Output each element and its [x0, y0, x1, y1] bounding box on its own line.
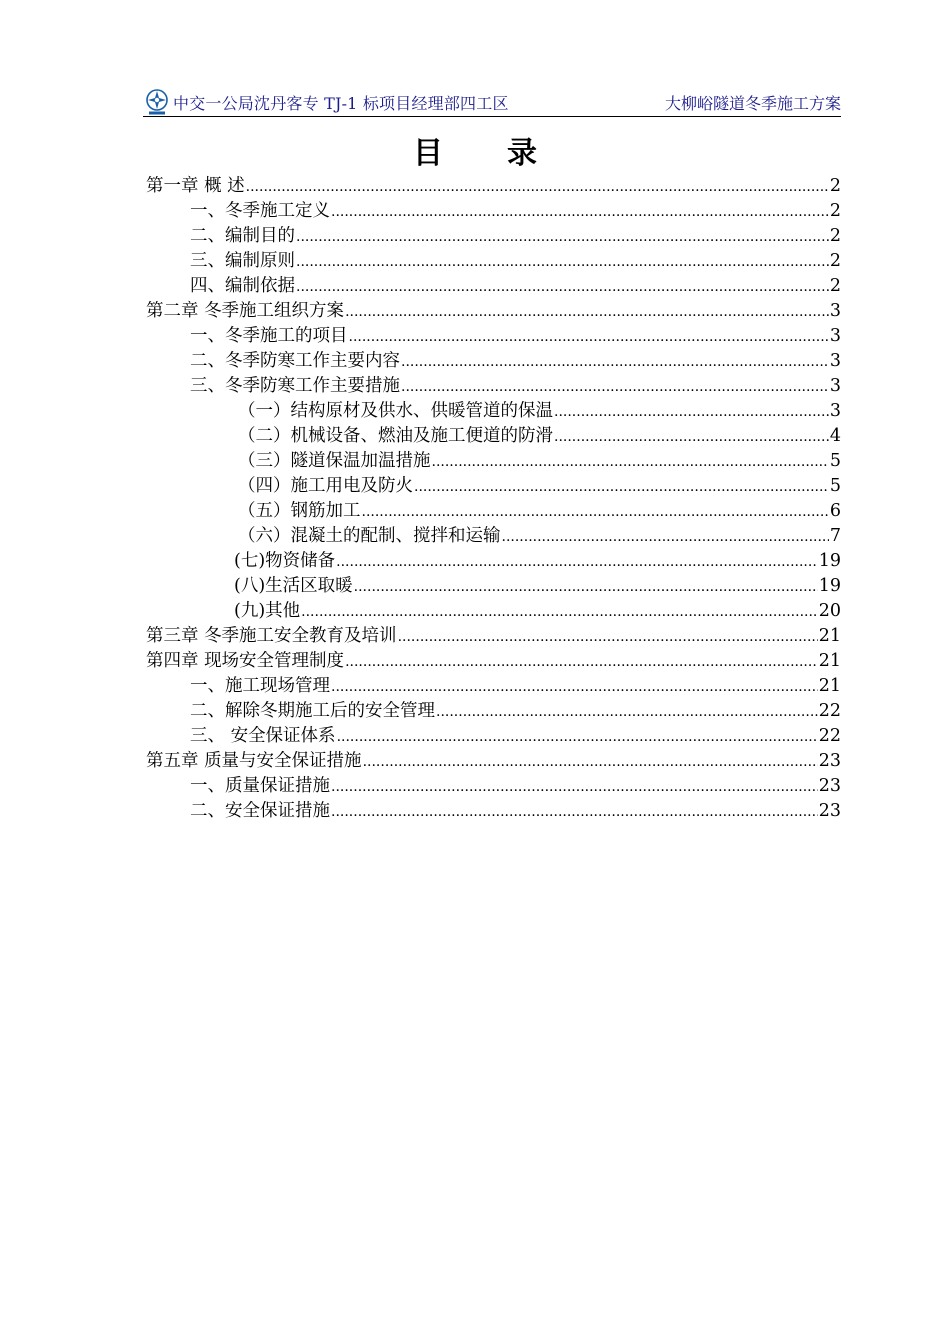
toc-entry-label: （一）结构原材及供水、供暖管道的保温 — [238, 401, 553, 421]
toc-entry-page: 4 — [829, 426, 841, 446]
page-title: 目录 — [413, 136, 601, 171]
toc-entry[interactable] — [146, 424, 841, 449]
toc-leader-dots — [301, 599, 818, 625]
toc-entry-label: （五）钢筋加工 — [238, 501, 361, 521]
toc-leader-dots — [401, 349, 829, 375]
toc-entry-label: 第一章 概 述 — [146, 176, 245, 196]
toc-entry-page: 21 — [818, 676, 841, 696]
toc-entry[interactable] — [146, 249, 841, 274]
toc-entry-label: 三、 安全保证体系 — [190, 726, 336, 746]
company-logo-icon — [143, 88, 171, 116]
toc-leader-dots — [354, 574, 818, 600]
toc-entry[interactable] — [146, 349, 841, 374]
toc-entry-label: 三、编制原则 — [190, 251, 295, 271]
toc-entry-page: 22 — [818, 726, 841, 746]
toc-entry-label: 第二章 冬季施工组织方案 — [146, 301, 345, 321]
toc-entry[interactable] — [146, 624, 841, 649]
toc-leader-dots — [345, 299, 829, 325]
toc-entry-page: 23 — [818, 776, 841, 796]
toc-entry[interactable] — [146, 774, 841, 799]
toc-leader-dots — [349, 324, 829, 350]
toc-entry-page: 22 — [818, 701, 841, 721]
toc-entry-page: 2 — [829, 226, 841, 246]
toc-entry-label: 一、质量保证措施 — [190, 776, 330, 796]
toc-entry-label: （二）机械设备、燃油及施工便道的防滑 — [238, 426, 553, 446]
toc-entry[interactable] — [146, 549, 841, 574]
toc-entry-page: 2 — [829, 251, 841, 271]
toc-entry[interactable] — [146, 574, 841, 599]
toc-leader-dots — [331, 799, 818, 825]
toc-entry-label: 三、冬季防寒工作主要措施 — [190, 376, 400, 396]
toc-entry-label: 第五章 质量与安全保证措施 — [146, 751, 362, 771]
toc-entry-label: （六）混凝土的配制、搅拌和运输 — [238, 526, 501, 546]
toc-entry[interactable] — [146, 399, 841, 424]
toc-entry[interactable] — [146, 499, 841, 524]
toc-entry[interactable] — [146, 749, 841, 774]
toc-leader-dots — [331, 774, 818, 800]
toc-entry-page: 5 — [829, 451, 841, 471]
toc-leader-dots — [362, 499, 829, 525]
toc-entry-page: 19 — [818, 551, 841, 571]
toc-entry-page: 23 — [818, 801, 841, 821]
toc-leader-dots — [296, 274, 829, 300]
toc-entry-page: 5 — [829, 476, 841, 496]
toc-entry-page: 6 — [829, 501, 841, 521]
toc-entry-page: 3 — [829, 326, 841, 346]
toc-entry[interactable] — [146, 674, 841, 699]
toc-entry-page: 19 — [818, 576, 841, 596]
toc-entry[interactable] — [146, 299, 841, 324]
toc-entry-page: 2 — [829, 276, 841, 296]
toc-entry[interactable] — [146, 799, 841, 824]
toc-entry[interactable] — [146, 699, 841, 724]
toc-entry-label: (七)物资储备 — [234, 551, 336, 571]
toc-entry[interactable] — [146, 374, 841, 399]
toc-entry-page: 3 — [829, 376, 841, 396]
toc-entry-page: 21 — [818, 626, 841, 646]
toc-entry-page: 23 — [818, 751, 841, 771]
toc-leader-dots — [432, 449, 829, 475]
toc-leader-dots — [296, 224, 829, 250]
toc-entry-label: 一、冬季施工定义 — [190, 201, 330, 221]
toc-entry-label: 四、编制依据 — [190, 276, 295, 296]
toc-entry-label: (九)其他 — [234, 601, 301, 621]
toc-leader-dots — [436, 699, 818, 725]
header-document-name: 大柳峪隧道冬季施工方案 — [664, 94, 841, 113]
toc-leader-dots — [336, 549, 818, 575]
toc-leader-dots — [398, 624, 818, 650]
toc-leader-dots — [331, 674, 818, 700]
toc-entry[interactable] — [146, 199, 841, 224]
toc-entry[interactable] — [146, 224, 841, 249]
toc-entry-page: 21 — [818, 651, 841, 671]
toc-leader-dots — [554, 399, 829, 425]
toc-entry-page: 2 — [829, 176, 841, 196]
toc-entry[interactable] — [146, 449, 841, 474]
toc-entry[interactable] — [146, 274, 841, 299]
header-project-name: 中交一公局沈丹客专 TJ-1 标项目经理部四工区 — [173, 94, 509, 113]
toc-entry[interactable] — [146, 474, 841, 499]
toc-entry-label: 二、冬季防寒工作主要内容 — [190, 351, 400, 371]
toc-entry-page: 2 — [829, 201, 841, 221]
toc-entry-label: 一、冬季施工的项目 — [190, 326, 348, 346]
toc-entry-page: 7 — [829, 526, 841, 546]
toc-entry[interactable] — [146, 174, 841, 199]
toc-entry-label: 二、安全保证措施 — [190, 801, 330, 821]
toc-entry[interactable] — [146, 724, 841, 749]
toc-entry[interactable] — [146, 324, 841, 349]
toc-entry[interactable] — [146, 524, 841, 549]
toc-leader-dots — [331, 199, 829, 225]
toc-leader-dots — [296, 249, 829, 275]
toc-entry-label: （四）施工用电及防火 — [238, 476, 413, 496]
toc-entry-label: （三）隧道保温加温措施 — [238, 451, 431, 471]
toc-entry-page: 20 — [818, 601, 841, 621]
toc-entry[interactable] — [146, 599, 841, 624]
toc-leader-dots — [414, 474, 829, 500]
toc-entry[interactable] — [146, 649, 841, 674]
toc-leader-dots — [554, 424, 829, 450]
toc-leader-dots — [502, 524, 829, 550]
toc-leader-dots — [337, 724, 818, 750]
toc-entry-label: (八)生活区取暖 — [234, 576, 353, 596]
toc-entry-label: 一、施工现场管理 — [190, 676, 330, 696]
toc-entry-label: 二、解除冬期施工后的安全管理 — [190, 701, 435, 721]
toc-entry-page: 3 — [829, 301, 841, 321]
toc-leader-dots — [363, 749, 818, 775]
toc-entry-label: 二、编制目的 — [190, 226, 295, 246]
toc-entry-label: 第四章 现场安全管理制度 — [146, 651, 345, 671]
toc-entry-page: 3 — [829, 401, 841, 421]
page-header — [143, 88, 841, 117]
table-of-contents — [146, 174, 841, 824]
toc-leader-dots — [401, 374, 829, 400]
toc-leader-dots — [345, 649, 818, 675]
toc-entry-page: 3 — [829, 351, 841, 371]
toc-leader-dots — [246, 174, 829, 200]
toc-entry-label: 第三章 冬季施工安全教育及培训 — [146, 626, 397, 646]
